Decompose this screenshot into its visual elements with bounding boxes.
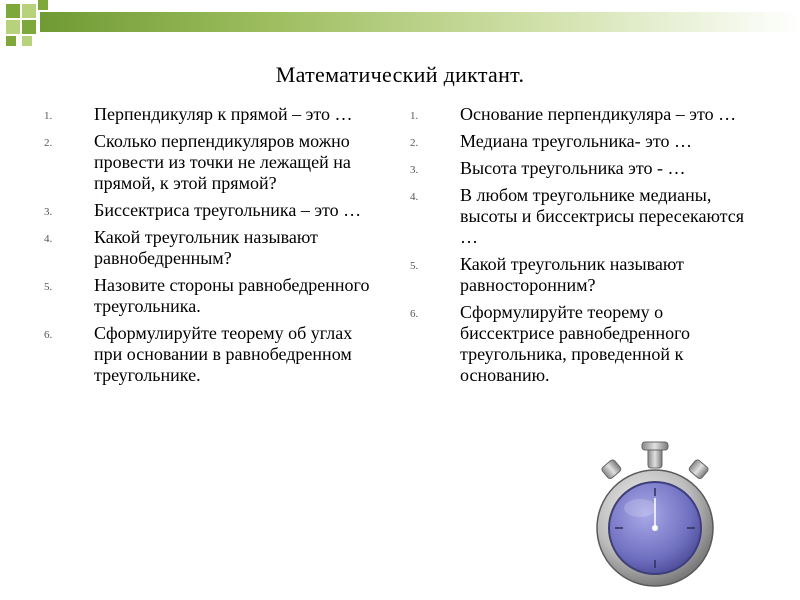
header-decoration	[0, 0, 800, 48]
header-gradient-bar	[40, 12, 800, 32]
list-item	[410, 158, 760, 179]
list-item	[410, 302, 760, 386]
item-text: Высота треугольника это - …	[460, 158, 686, 178]
list-item	[44, 200, 384, 221]
item-text: Перпендикуляр к прямой – это …	[94, 104, 353, 124]
item-text: Биссектриса треугольника – это …	[94, 200, 362, 220]
item-number: 4.	[44, 233, 53, 245]
left-question-list	[44, 104, 384, 392]
item-number: 3.	[410, 164, 419, 176]
item-number: 3.	[44, 206, 53, 218]
item-text: Какой треугольник называют равносторонним?	[460, 254, 684, 295]
item-number: 2.	[410, 137, 419, 149]
decor-square	[6, 4, 20, 18]
item-text: Назовите стороны равнобедренного треугольника.	[94, 275, 370, 316]
item-text: В любом треугольнике медианы, высоты и биссектрисы пересекаются …	[460, 185, 745, 247]
item-text: Сформулируйте теорему о биссектрисе равнобедренного треугольника, проведенной к основанию.	[460, 302, 691, 385]
decor-square	[22, 4, 36, 18]
list-item	[44, 227, 384, 269]
item-text: Сколько перпендикуляров можно провести из точки не лежащей на прямой, к этой прямой?	[94, 131, 351, 193]
item-number: 6.	[410, 308, 419, 320]
list-item	[44, 104, 384, 125]
item-number: 5.	[410, 260, 419, 272]
list-item	[410, 131, 760, 152]
item-text: Медиана треугольника- это …	[460, 131, 693, 151]
item-text: Сформулируйте теорему об углах при основании в равнобедренном треугольнике.	[94, 323, 353, 385]
item-number: 1.	[44, 110, 53, 122]
item-number: 6.	[44, 329, 53, 341]
list-item	[410, 104, 760, 125]
decor-square	[38, 0, 48, 10]
list-item	[410, 254, 760, 296]
decor-square	[22, 36, 32, 46]
right-question-list	[410, 104, 760, 392]
list-item	[44, 131, 384, 194]
item-text: Какой треугольник называют равнобедренным?	[94, 227, 318, 268]
list-item	[410, 185, 760, 248]
item-number: 1.	[410, 110, 419, 122]
item-text: Основание перпендикуляра – это …	[460, 104, 737, 124]
decor-square	[22, 20, 36, 34]
stopwatch-icon	[590, 440, 720, 590]
slide-title: Математический диктант.	[275, 62, 525, 87]
decor-square	[6, 36, 16, 46]
decor-square	[6, 20, 20, 34]
item-number: 2.	[44, 137, 53, 149]
item-number: 5.	[44, 281, 53, 293]
item-number: 4.	[410, 191, 419, 203]
list-item	[44, 323, 384, 386]
list-item	[44, 275, 384, 317]
